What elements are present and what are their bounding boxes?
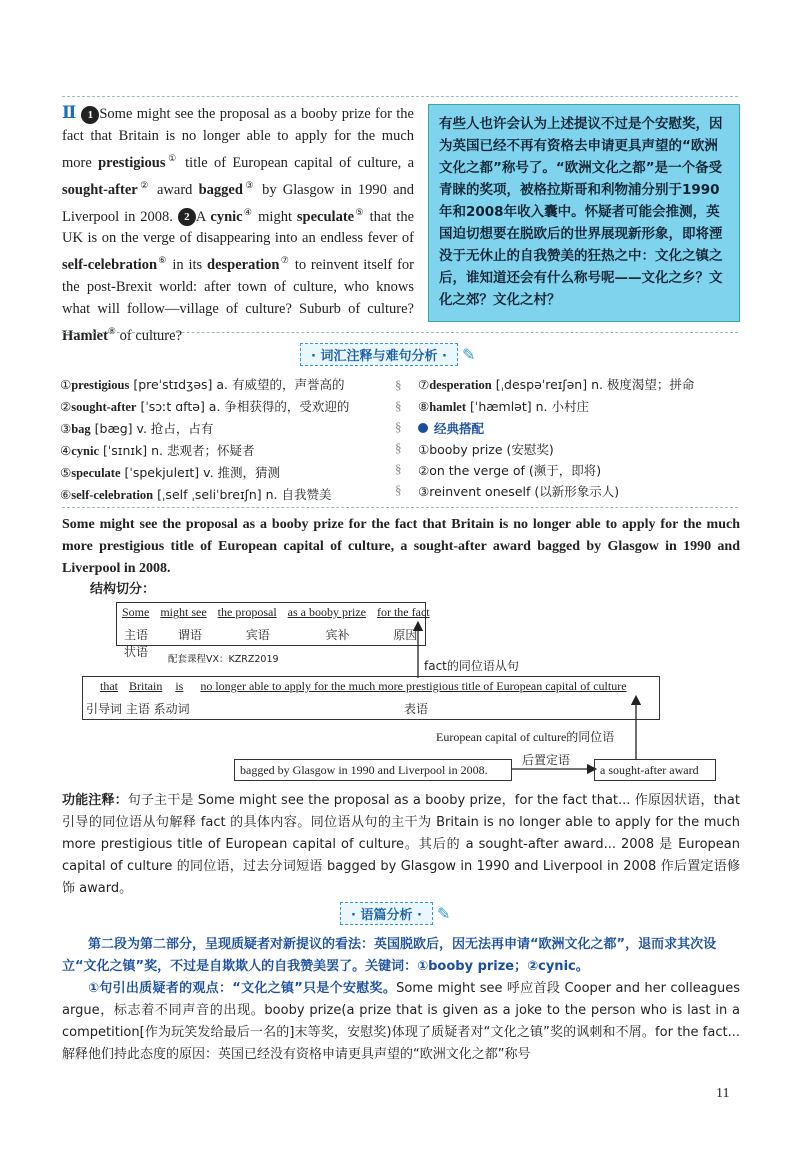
appositive1-label: fact的同位语从句 <box>424 659 519 673</box>
passage-text: Some might see the proposal as a booby prize for the fact that Britain is no longer able to apply for the much more <box>62 106 414 171</box>
vocab-number: ① <box>60 377 72 392</box>
vocab-word: bag <box>71 422 91 436</box>
vocab-word: self-celebration <box>71 488 154 502</box>
vocab-number: ② <box>60 399 72 414</box>
passage-text: title of European capital of culture, a <box>178 154 415 171</box>
footnote-mark: ⑦ <box>279 255 290 266</box>
vocab-word: sought-after <box>62 181 138 198</box>
d-is: is <box>175 679 184 693</box>
d-adverbial: for the fact <box>376 605 430 619</box>
collocation-title: 经典搭配 <box>434 421 485 436</box>
vocab-definition: [ˈsɔːt ɑftə] a. 争相获得的，受欢迎的 <box>136 399 350 414</box>
sentence-number-2: 2 <box>178 208 196 226</box>
pen-icon: ✎ <box>436 906 451 923</box>
vocab-definition: [ˈsɪnɪk] n. 悲观者；怀疑者 <box>99 443 255 458</box>
diagram-row2 <box>100 679 627 694</box>
vocab-word: cynic <box>71 444 99 458</box>
vocab-word: sought-after <box>71 400 137 414</box>
vocab-word: cynic <box>210 208 243 225</box>
d-britain: Britain <box>129 679 163 693</box>
footnote-mark: ② <box>137 179 151 190</box>
func-note-label: 功能注释： <box>62 793 128 808</box>
vocab-definition: [bæg] v. 抢占，占有 <box>90 421 214 436</box>
d-label: 原因状语 <box>124 628 418 659</box>
vocab-word: prestigious <box>98 154 166 171</box>
vocab-word: self-celebration <box>62 257 158 274</box>
hard-sentence: Some might see the proposal as a booby prize for the fact that Britain is no longer able to apply for the much more prestigious title of European capital of culture, a sought-after award bagged by Glasgow in 1990 and Liverpool in 2008. <box>62 517 740 576</box>
d-that: that <box>100 679 118 693</box>
footnote-mark: ③ <box>242 179 257 190</box>
struct-title: 结构切分： <box>90 582 156 597</box>
discourse-text: Some might see 呼应首段 Cooper and her colleagues argue，标志着不同声音的出现。booby prize(a prize that is given as a joke to the person who is last in a competition[作为玩笑发给最后一名的]末等奖，安慰奖)体现了质疑者对“文化之镇”奖的讽刺和不屑。for the fact...解释他们持此态度的原因：英国已经没有资格申请更具声望的“欧洲文化之都”称号 <box>62 981 740 1062</box>
discourse-badge <box>340 902 450 925</box>
vocab-word: prestigious <box>71 378 130 392</box>
wave-separator: § § § § § § <box>395 377 402 497</box>
passage-text: might <box>253 208 297 225</box>
right-box: a sought-after award <box>594 759 716 781</box>
collocation-item: ①booby prize (安慰奖) <box>418 442 554 457</box>
vocab-definition: [ˌdespəˈreɪʃən] n. 极度渴望；拼命 <box>491 377 695 392</box>
vocab-definition: [preˈstɪdʒəs] a. 有威望的，声誉高的 <box>129 377 345 392</box>
section-mark: Ⅱ <box>62 103 78 122</box>
vocab-word: bagged <box>198 181 243 198</box>
vocab-number: ③ <box>60 421 72 436</box>
footnote-mark: ⑧ <box>107 326 116 337</box>
vocab-word: hamlet <box>429 400 467 414</box>
diagram-row2-labels: 引导词 主语 系动词 <box>86 702 190 716</box>
func-note <box>62 790 740 900</box>
footnote-mark: ① <box>165 153 179 163</box>
pen-icon: ✎ <box>461 347 476 364</box>
d-label: 主语 <box>124 628 149 642</box>
discourse-lead: ①句引出质疑者的观点：“文化之镇”只是个安慰奖。 <box>88 981 397 996</box>
footnote-mark: ④ <box>242 206 254 217</box>
vocab-number: ⑥ <box>60 487 72 502</box>
d-label: 宾补 <box>325 628 350 642</box>
watermark: 配套课程VX：KZRZ2019 <box>168 654 279 665</box>
passage-text: by Glasgow in 1990 and Liverpool in 2008. <box>62 181 415 225</box>
discourse-body <box>62 978 740 1066</box>
vocab-word: speculate <box>296 208 355 225</box>
appositive2-label: European capital of culture的同位语 <box>436 730 615 744</box>
left-box: bagged by Glasgow in 1990 and Liverpool in 2008. <box>234 759 512 781</box>
passage-text: to reinvent itself for the post-Brexit world: after town of culture, who knows what will follow—village of culture? Suburb of culture? <box>62 257 414 318</box>
d-complement: as a booby prize <box>287 605 366 619</box>
d-predicate: might see <box>160 605 207 619</box>
footnote-mark: ⑥ <box>157 255 168 266</box>
func-note-text: 句子主干是 Some might see the proposal as a booby prize，for the fact that... 作原因状语，that 引导的同位语从句解释 fact 的具体内容。同位语从句的主干为 Britain is no longer able to apply for the much more prestigious title of European capital of culture。其后的 a sought-after award... 2008 是 European capital of culture 的同位语，过去分词短语 bagged by Glasgow in 1990 and Liverpool in 2008 作后置定语修饰 award。 <box>62 793 740 896</box>
discourse-badge-label: · 语篇分析 · <box>340 902 433 925</box>
vocab-word: desperation <box>207 257 280 274</box>
passage-text: award <box>150 181 199 198</box>
collocation-item: ③reinvent oneself (以新形象示人) <box>418 484 620 499</box>
vocab-definition: [ˈspekjuleɪt] v. 推测，猜测 <box>120 465 281 480</box>
footnote-mark: ⑤ <box>354 206 365 217</box>
sentence-number-1: 1 <box>81 106 99 124</box>
d-predicative: no longer able to apply for the much more prestigious title of European capital of culture <box>200 679 627 693</box>
vocab-definition: [ˈhæmlət] n. 小村庄 <box>466 399 589 414</box>
d-object: the proposal <box>217 605 277 619</box>
translation-text: 有些人也许会认为上述提议不过是个安慰奖，因为英国已经不再有资格去申请更具声望的“欧洲文化之都”称号了。“欧洲文化之都”是一个备受青睐的奖项，被格拉斯哥和利物浦分别于1990年和2008年收入囊中。怀疑者可能会推测，英国迫切想要在脱欧后的世界展现新形象，即将湮没于无休止的自我赞美的狂热之中：文化之镇之后，谁知道还会有什么称号呢——文化之乡？文化之郊？文化之村？ <box>439 116 723 308</box>
passage-text: that the UK is on the verge of disappearing into an endless fever of <box>62 208 415 247</box>
passage-text: in its <box>167 257 207 274</box>
vocab-word: Hamlet <box>62 328 108 345</box>
d-label: 宾语 <box>245 628 270 642</box>
discourse-summary: 第二段为第二部分，呈现质疑者对新提议的看法：英国脱欧后，因无法再申请“欧洲文化之都”，退而求其次设立“文化之镇”奖，不过是自欺欺人的自我赞美罢了。关键词：①booby prize；②cynic。 <box>62 937 717 974</box>
collocation-item: ②on the verge of (濒于，即将) <box>418 463 602 478</box>
page-number: 11 <box>716 1086 730 1101</box>
passage-text: A <box>195 208 211 225</box>
vocab-number: ⑧ <box>418 399 430 414</box>
vocab-number: ⑤ <box>60 465 72 480</box>
passage-text: of culture? <box>115 328 183 345</box>
d-label: 谓语 <box>177 628 202 642</box>
vocab-badge-label: · 词汇注释与难句分析 · <box>300 343 458 366</box>
vocab-word: speculate <box>71 466 121 480</box>
vocab-definition: [ˌself ˌseliˈbreɪʃn] n. 自我赞美 <box>153 487 332 502</box>
vocab-number: ④ <box>60 443 72 458</box>
postpos-label: 后置定语 <box>522 753 571 767</box>
vocab-number: ⑦ <box>418 377 430 392</box>
diagram-pred-label: 表语 <box>404 702 429 716</box>
d-subject: Some <box>122 605 150 619</box>
vocab-word: desperation <box>429 378 492 392</box>
